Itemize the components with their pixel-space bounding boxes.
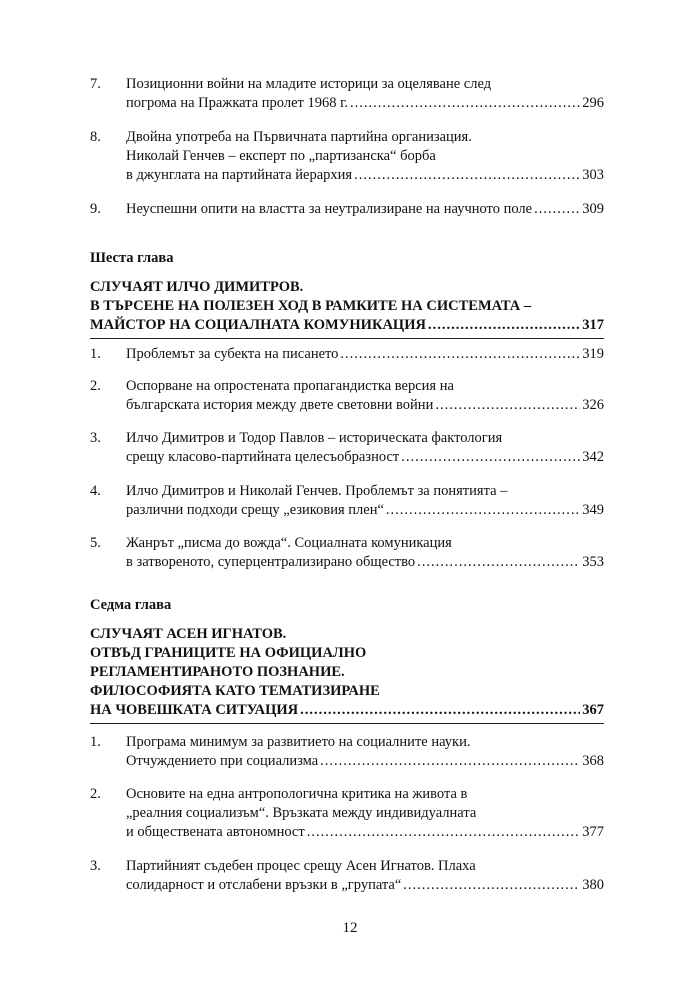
toc-page-number: 303	[582, 167, 604, 183]
dot-leader	[534, 200, 580, 219]
toc-entry[interactable]	[90, 482, 604, 520]
toc-entry-text: Николай Генчев – експерт по „партизанска“ борба	[126, 148, 436, 164]
dot-leader	[435, 396, 580, 415]
toc-entry-text: различни подходи срещу „езиковия плен“	[126, 502, 384, 518]
toc-entry[interactable]	[90, 200, 604, 219]
toc-entry-text: Илчо Димитров и Тодор Павлов – историческата фактология	[126, 430, 503, 446]
dot-leader	[386, 501, 580, 520]
toc-page-number: 349	[582, 502, 604, 518]
dot-leader	[320, 752, 580, 771]
toc-page-number: 367	[582, 702, 604, 718]
toc-entry-text: Програма минимум за развитието на социалните науки.	[126, 734, 471, 750]
toc-entry[interactable]	[90, 377, 604, 415]
dot-leader	[403, 876, 580, 895]
dot-leader	[350, 94, 580, 113]
chapter-title-line: ФИЛОСОФИЯТА КАТО ТЕМАТИЗИРАНЕ	[90, 683, 380, 699]
toc-entry[interactable]	[90, 429, 604, 467]
dot-leader	[354, 166, 580, 185]
toc-entry-text: „реалния социализъм“. Връзката между индивидуалната	[126, 805, 477, 821]
chapter-title[interactable]	[90, 625, 604, 720]
chapter-title-line: МАЙСТОР НА СОЦИАЛНАТА КОМУНИКАЦИЯ	[90, 317, 426, 333]
dot-leader	[340, 345, 580, 364]
toc-entry-text: в затвореното, суперцентрализирано общество	[126, 554, 416, 570]
toc-entry-number: 7.	[90, 76, 101, 92]
chapter-title-line: В ТЪРСЕНЕ НА ПОЛЕЗЕН ХОД В РАМКИТЕ НА СИСТЕМАТА –	[90, 298, 532, 314]
toc-entry-text: Отчуждението при социализма	[126, 753, 319, 769]
toc-entry-number: 5.	[90, 535, 101, 551]
toc-entry-text: в джунглата на партийната йерархия	[126, 167, 353, 183]
chapter-title-line: СЛУЧАЯТ АСЕН ИГНАТОВ.	[90, 626, 287, 642]
chapter-divider	[90, 723, 604, 724]
dot-leader	[401, 448, 580, 467]
chapter-label: Шеста глава	[90, 250, 174, 266]
toc-page-number: 368	[582, 753, 604, 769]
chapter-title[interactable]	[90, 278, 604, 335]
toc-entry-text: Илчо Димитров и Николай Генчев. Проблемът за понятията –	[126, 483, 508, 499]
toc-entry-text: срещу класово-партийната целесъобразност	[126, 449, 400, 465]
toc-page-number: 326	[582, 397, 604, 413]
toc-entry-number: 8.	[90, 129, 101, 145]
toc-entry-text: Партийният съдебен процес срещу Асен Игнатов. Плаха	[126, 858, 476, 874]
toc-entry-number: 2.	[90, 786, 101, 802]
toc-entry[interactable]	[90, 785, 604, 842]
toc-entry-number: 1.	[90, 734, 101, 750]
toc-entry-text: Двойна употреба на Първичната партийна организация.	[126, 129, 472, 145]
toc-entry-text: Основите на една антропологична критика на живота в	[126, 786, 468, 802]
toc-page-number: 309	[582, 201, 604, 217]
toc-entry-text: Жанрът „писма до вожда“. Социалната комуникация	[126, 535, 452, 551]
toc-entry-number: 1.	[90, 346, 101, 362]
toc-entry-number: 3.	[90, 430, 101, 446]
page-number: 12	[342, 920, 358, 936]
chapter-title-line: РЕГЛАМЕНТИРАНОТО ПОЗНАНИЕ.	[90, 664, 345, 680]
toc-page-number: 353	[582, 554, 604, 570]
toc-entry-text: Оспорване на опростената пропагандистка версия на	[126, 378, 454, 394]
toc-entry-text: погрома на Пражката пролет 1968 г.	[126, 95, 349, 111]
toc-page-number: 377	[582, 824, 604, 840]
chapter-divider	[90, 338, 604, 339]
dot-leader	[307, 823, 581, 842]
toc-entry-number: 9.	[90, 201, 101, 217]
toc-entry-text: Проблемът за субекта на писането	[126, 346, 339, 362]
dot-leader	[428, 316, 580, 335]
toc-entry-number: 2.	[90, 378, 101, 394]
toc-entry[interactable]	[90, 733, 604, 771]
toc-entry[interactable]	[90, 75, 604, 113]
toc-entry-number: 4.	[90, 483, 101, 499]
toc-entry-text: Неуспешни опити на властта за неутрализиране на научното поле	[126, 201, 533, 217]
toc-entry[interactable]	[90, 345, 604, 364]
dot-leader	[300, 701, 580, 720]
toc-entry[interactable]	[90, 128, 604, 185]
chapter-title-line: НА ЧОВЕШКАТА СИТУАЦИЯ	[90, 702, 299, 718]
toc-entry[interactable]	[90, 534, 604, 572]
dot-leader	[417, 553, 580, 572]
toc-page-number: 319	[582, 346, 604, 362]
toc-entry-number: 3.	[90, 858, 101, 874]
toc-entry[interactable]	[90, 857, 604, 895]
chapter-title-line: ОТВЪД ГРАНИЦИТЕ НА ОФИЦИАЛНО	[90, 645, 367, 661]
chapter-label: Седма глава	[90, 597, 172, 613]
toc-page-number: 317	[582, 317, 604, 333]
toc-entry-text: солидарност и отслабени връзки в „групата“	[126, 877, 402, 893]
toc-entry-text: и обществената автономност	[126, 824, 305, 840]
toc-entry-text: Позиционни войни на младите историци за оцеляване след	[126, 76, 492, 92]
toc-page-number: 380	[582, 877, 604, 893]
toc-page-number: 342	[582, 449, 604, 465]
toc-entry-text: българската история между двете световни войни	[126, 397, 434, 413]
chapter-title-line: СЛУЧАЯТ ИЛЧО ДИМИТРОВ.	[90, 279, 304, 295]
toc-page-number: 296	[582, 95, 604, 111]
